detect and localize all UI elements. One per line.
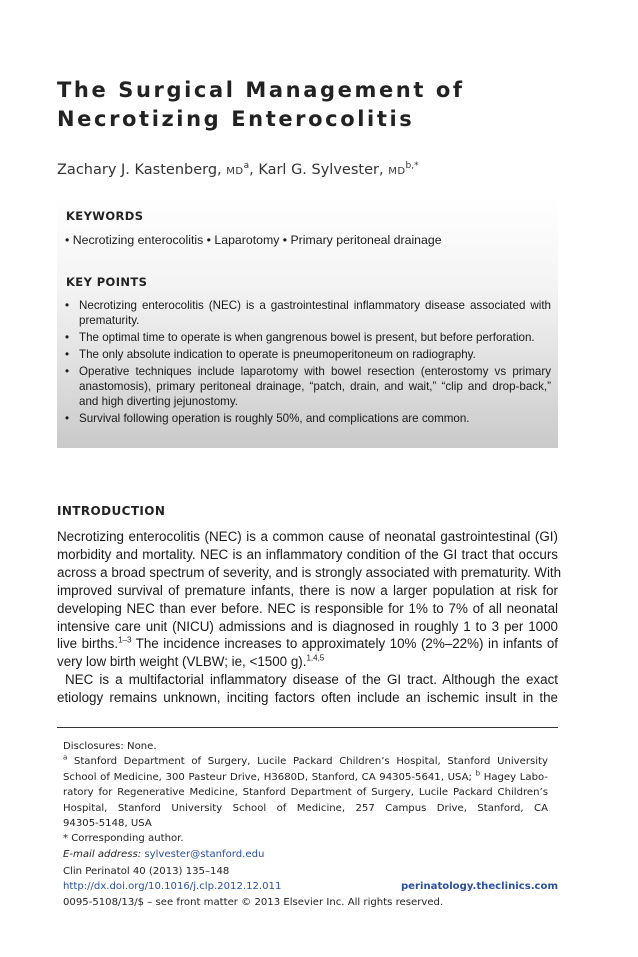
affiliation-mark: a (63, 754, 68, 763)
keywords-list: • Necrotizing enterocolitis • Laparotomy • Primary peritoneal drainage (65, 233, 442, 247)
affiliation-line: Hospital, Stanford University School of Medicine, 257 Campus Drive, Stanford, CA (63, 802, 548, 814)
author-list (57, 161, 419, 178)
doi-link[interactable]: http://dx.doi.org/10.1016/j.clp.2012.12.011 (63, 881, 282, 893)
keywords-keypoints-box (57, 197, 558, 448)
body-line-with-citation (57, 635, 558, 653)
key-point-item: • Necrotizing enterocolitis (NEC) is a gastrointestinal inflammatory disease associated with prematurity. (65, 298, 551, 328)
doi-row (63, 879, 558, 894)
title-line-1: The Surgical Management of (57, 78, 465, 102)
citation-ref: 1–3 (118, 635, 132, 645)
body-line-with-citation (57, 653, 558, 671)
footnotes (63, 739, 548, 862)
affiliation-text: Stanford Department of Surgery, Lucile Packard Children’s Hospital, Stanford University (67, 756, 548, 768)
author-2-degree: MD (388, 165, 406, 177)
affiliation-line: 94305-5148, USA (63, 818, 152, 830)
body-line: improved survival of premature infants, there is now a larger population at risk for (57, 582, 558, 598)
title-line-2: Necrotizing Enterocolitis (57, 107, 415, 131)
journal-citation: Clin Perinatol 40 (2013) 135–148 (63, 866, 230, 877)
article-title (57, 76, 577, 134)
author-1-affiliation-mark: a (243, 161, 250, 171)
key-point-item: • The only absolute indication to operate is pneumoperitoneum on radiography. (65, 347, 551, 362)
body-line: etiology remains unknown, inciting factors often include an ischemic insult in the (57, 690, 558, 706)
body-line: morbidity and mortality. NEC is an inflammatory condition of the GI tract that occurs (57, 546, 558, 562)
email-line (63, 847, 548, 862)
email-label: E-mail address: (63, 848, 142, 860)
journal-info (63, 864, 558, 910)
key-point-item: • The optimal time to operate is when gangrenous bowel is present, but before perforation. (65, 330, 551, 345)
disclosures: Disclosures: None. (63, 741, 157, 752)
author-separator: , Karl G. Sylvester, (249, 161, 384, 178)
introduction-body (57, 528, 562, 707)
body-line: across a broad spectrum of severity, and is strongly associated with prematurity. With (57, 564, 562, 580)
email-link[interactable]: sylvester@stanford.edu (144, 848, 265, 860)
copyright-row (63, 895, 558, 910)
affiliation-text: Hagey Labo- (480, 771, 548, 783)
keywords-heading: KEYWORDS (66, 209, 144, 223)
author-1-name: Zachary J. Kastenberg, (57, 161, 222, 178)
affiliation-line (63, 754, 548, 769)
introduction-heading: INTRODUCTION (57, 504, 166, 518)
author-2-affiliation-mark: b,* (405, 161, 419, 171)
key-point-item: • Operative techniques include laparotomy with bowel resection (enterostomy vs primary anastomosis), primary peritoneal drainage, “patch, drain, and wait,” “clip and drop-back,” and high diverting jejunostomy. (65, 364, 551, 409)
citation-row (63, 864, 558, 879)
corresponding-author: * Corresponding author. (63, 833, 184, 845)
body-text: very low birth weight (VLBW; ie, <1500 g). (57, 654, 307, 670)
key-point-item: • Survival following operation is roughly 50%, and complications are common. (65, 411, 551, 426)
affiliation-mark: b (475, 769, 481, 778)
citation-ref: 1,4,5 (306, 653, 325, 663)
body-line: developing NEC than ever before. NEC is responsible for 1% to 7% of all neonatal (57, 600, 558, 616)
affiliation-line: ratory for Regenerative Medicine, Stanford Department of Surgery, Lucile Packard Children’s (63, 787, 548, 799)
affiliation-line (63, 770, 548, 785)
body-line: Necrotizing enterocolitis (NEC) is a common cause of neonatal gastrointestinal (GI) (57, 529, 558, 544)
author-1-degree: MD (226, 165, 244, 177)
key-points-list (65, 298, 551, 428)
affiliation-text: School of Medicine, 300 Pasteur Drive, H3680D, Stanford, CA 94305-5641, USA; (63, 771, 472, 783)
footnote-divider (57, 727, 558, 728)
key-points-heading: KEY POINTS (66, 275, 148, 289)
copyright: 0095-5108/13/$ – see front matter © 2013 Elsevier Inc. All rights reserved. (63, 896, 444, 908)
body-text: live births. (57, 636, 119, 652)
journal-site-link[interactable]: perinatology.theclinics.com (400, 881, 558, 893)
body-line: intensive care unit (NICU) admissions and is diagnosed in roughly 1 to 3 per 1000 (57, 618, 558, 634)
body-text: The incidence increases to approximately 10% (2%–22%) in infants of (131, 636, 559, 652)
body-line: NEC is a multifactorial inflammatory disease of the GI tract. Although the exact (65, 672, 558, 688)
